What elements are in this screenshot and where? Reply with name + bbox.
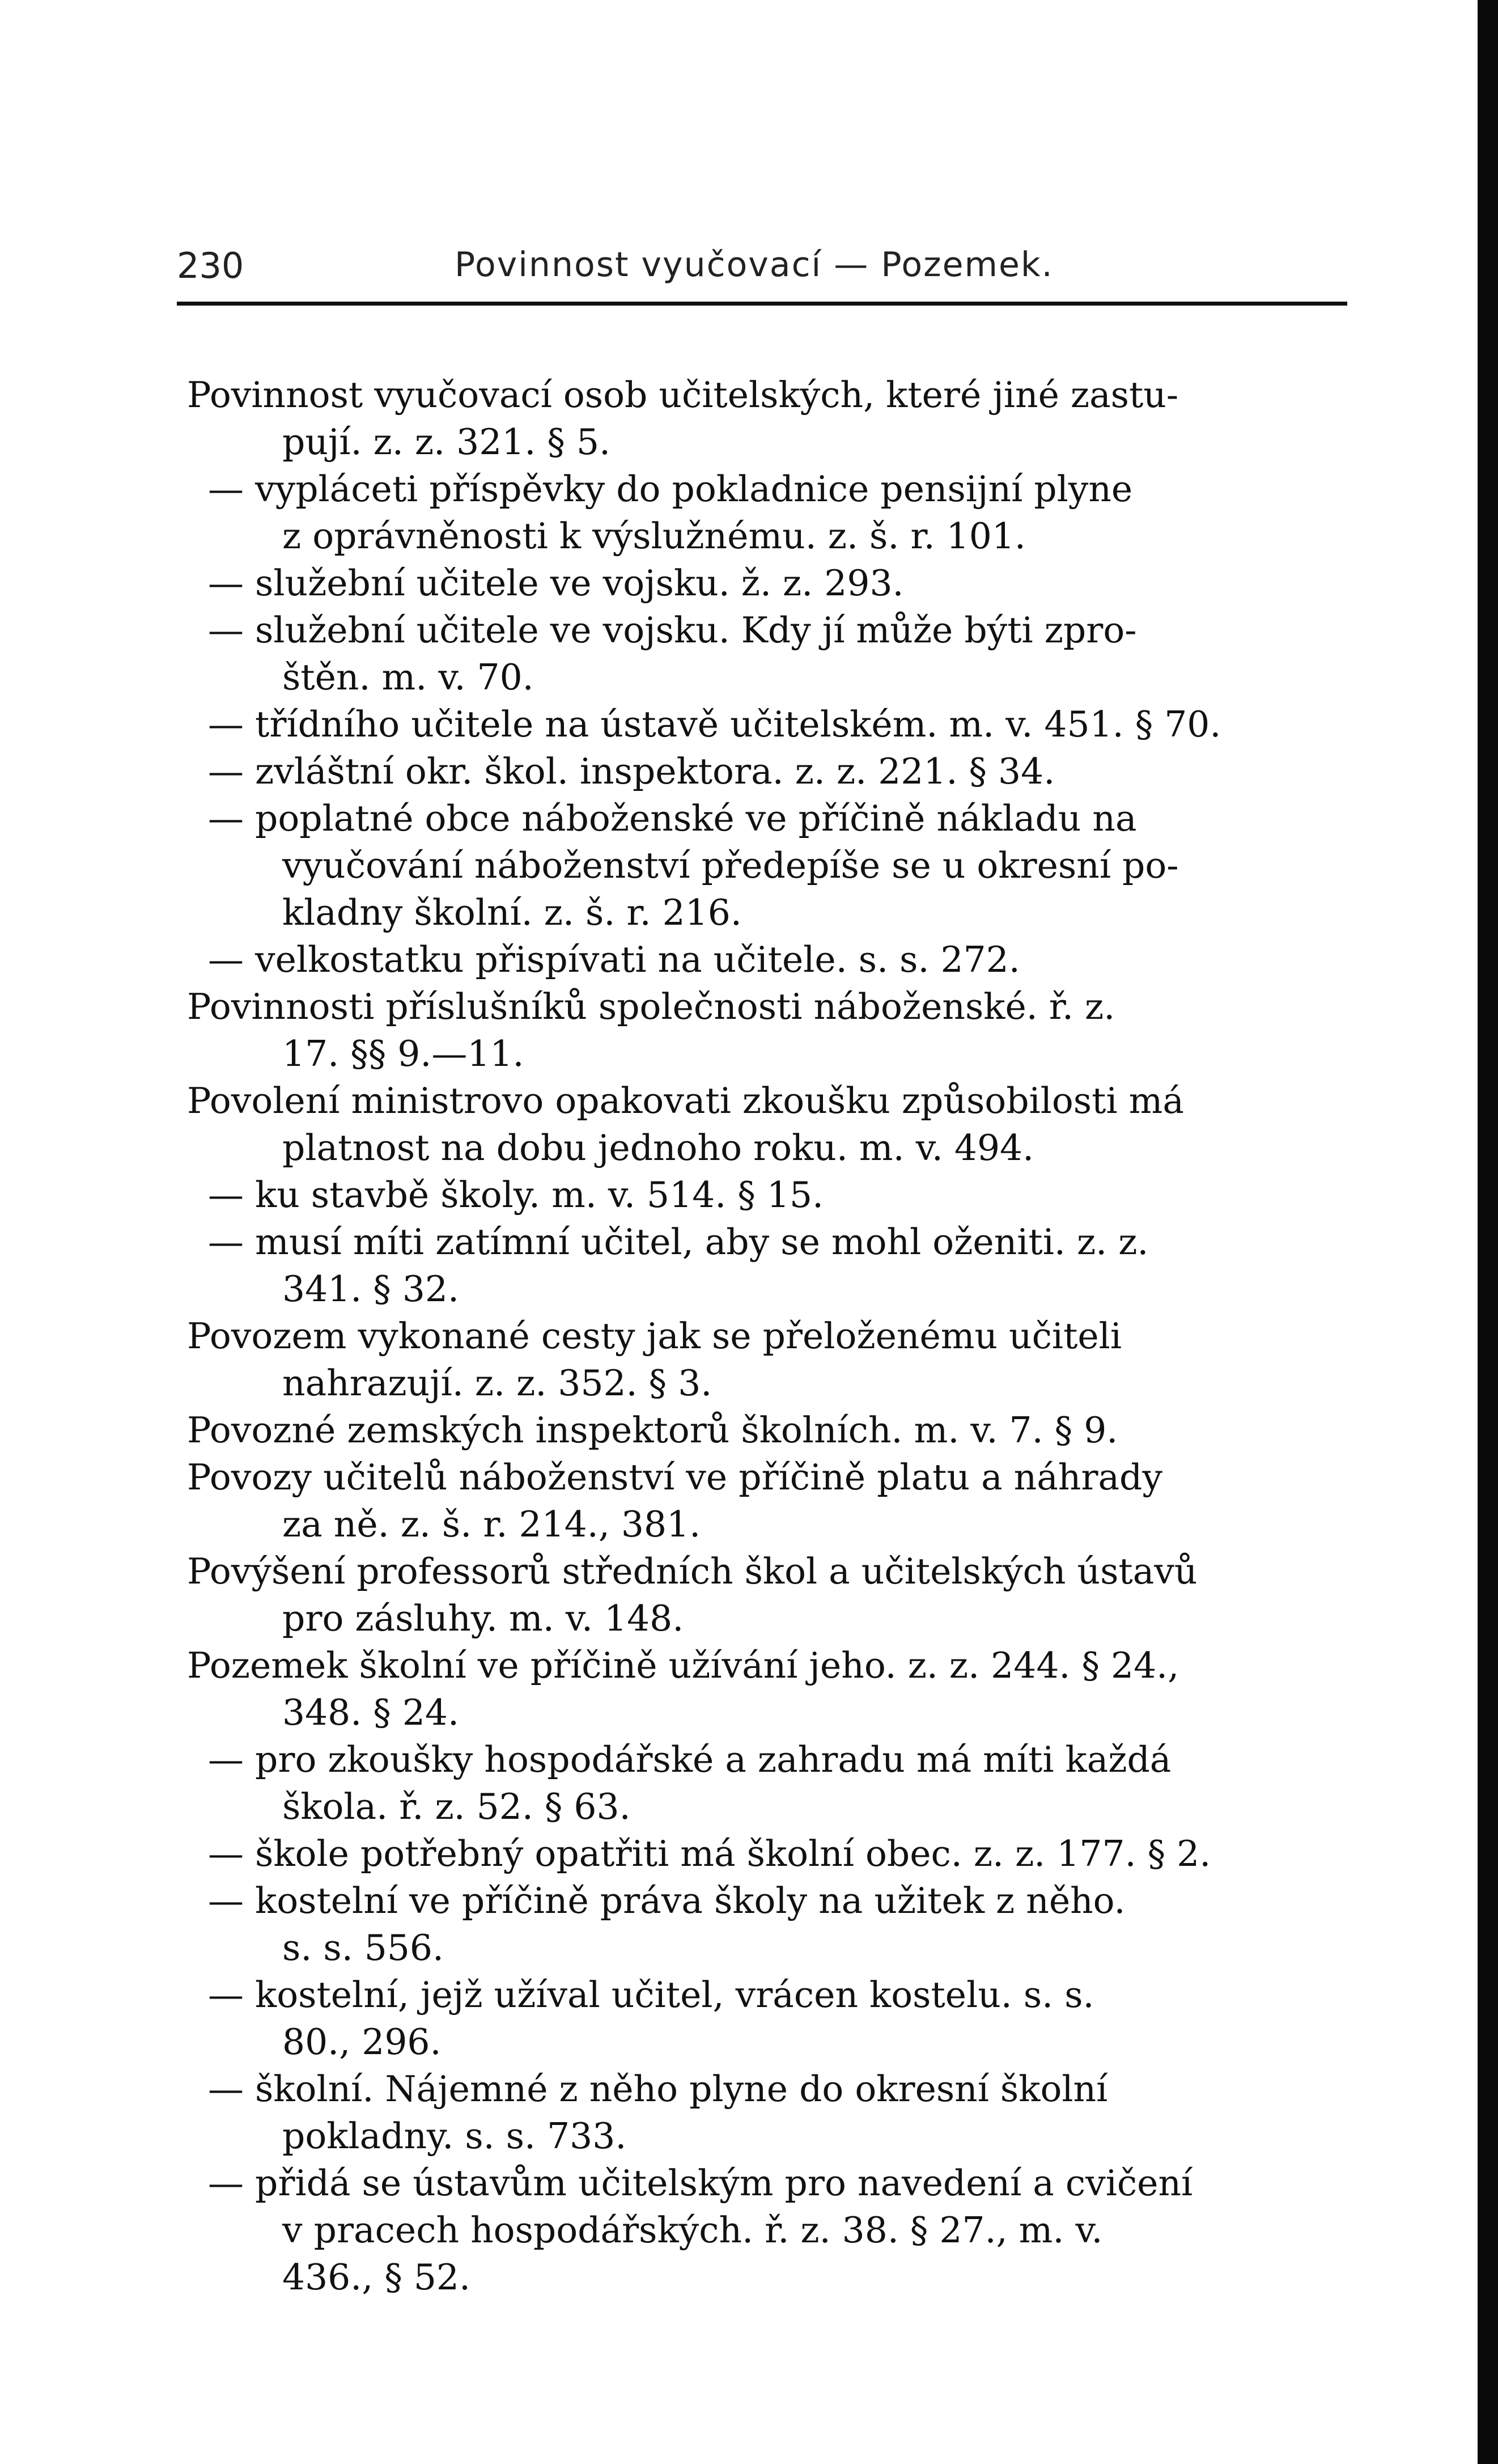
index-subentry-line: — musí míti zatímní učitel, aby se mohl oženiti. z. z. bbox=[208, 1221, 1149, 1263]
index-continuation-line: vyučování náboženství předepíše se u okresní po- bbox=[282, 845, 1179, 886]
index-subentry-line: — zvláštní okr. škol. inspektora. z. z. 221. § 34. bbox=[208, 751, 1055, 792]
index-entry-headword-line: Povozné zemských inspektorů školních. m. v. 7. § 9. bbox=[187, 1409, 1118, 1451]
index-subentry-line: — poplatné obce náboženské ve příčině nákladu na bbox=[208, 798, 1137, 839]
index-entry-headword-line: Povolení ministrovo opakovati zkoušku způsobilosti má bbox=[187, 1080, 1184, 1121]
index-entry-headword-line: Povozem vykonané cesty jak se přeloženému učiteli bbox=[187, 1315, 1122, 1357]
index-subentry-line: — ku stavbě školy. m. v. 514. § 15. bbox=[208, 1174, 824, 1216]
index-subentry-line: — kostelní ve příčině práva školy na užitek z něho. bbox=[208, 1880, 1126, 1921]
page-edge-shadow bbox=[1478, 0, 1498, 2464]
index-continuation-line: pují. z. z. 321. § 5. bbox=[282, 421, 611, 463]
page-header bbox=[177, 245, 1347, 302]
index-entry-headword-line: Pozemek školní ve příčině užívání jeho. z. z. 244. § 24., bbox=[187, 1645, 1179, 1686]
index-continuation-line: 341. § 32. bbox=[282, 1268, 460, 1310]
index-subentry-line: — kostelní, jejž užíval učitel, vrácen kostelu. s. s. bbox=[208, 1974, 1094, 2016]
page-number: 230 bbox=[177, 245, 244, 286]
index-continuation-line: s. s. 556. bbox=[282, 1927, 444, 1968]
index-continuation-line: pokladny. s. s. 733. bbox=[282, 2115, 627, 2157]
index-continuation-line: platnost na dobu jednoho roku. m. v. 494. bbox=[282, 1127, 1034, 1169]
index-continuation-line: štěn. m. v. 70. bbox=[282, 657, 534, 698]
index-continuation-line: za ně. z. š. r. 214., 381. bbox=[282, 1504, 701, 1545]
index-continuation-line: kladny školní. z. š. r. 216. bbox=[282, 892, 742, 933]
index-entry-headword-line: Povinnosti příslušníků společnosti náboženské. ř. z. bbox=[187, 986, 1115, 1027]
index-entry-headword-line: Povinnost vyučovací osob učitelských, které jiné zastu- bbox=[187, 374, 1179, 416]
index-subentry-line: — přidá se ústavům učitelským pro navedení a cvičení bbox=[208, 2162, 1193, 2204]
index-continuation-line: škola. ř. z. 52. § 63. bbox=[282, 1786, 631, 1827]
index-subentry-line: — služební učitele ve vojsku. Kdy jí může býti zpro- bbox=[208, 609, 1137, 651]
index-subentry-line: — škole potřebný opatřiti má školní obec. z. z. 177. § 2. bbox=[208, 1833, 1211, 1874]
index-continuation-line: 348. § 24. bbox=[282, 1692, 460, 1733]
index-continuation-line: v pracech hospodářských. ř. z. 38. § 27., m. v. bbox=[282, 2209, 1103, 2251]
running-title: Povinnost vyučovací — Pozemek. bbox=[455, 245, 1054, 285]
index-continuation-line: nahrazují. z. z. 352. § 3. bbox=[282, 1362, 712, 1404]
index-entry-headword-line: Povozy učitelů náboženství ve příčině platu a náhrady bbox=[187, 1457, 1162, 1498]
index-subentry-line: — vypláceti příspěvky do pokladnice pensijní plyne bbox=[208, 468, 1133, 510]
index-subentry-line: — školní. Nájemné z něho plyne do okresní školní bbox=[208, 2068, 1108, 2110]
index-continuation-line: 436., § 52. bbox=[282, 2256, 471, 2298]
index-subentry-line: — služební učitele ve vojsku. ž. z. 293. bbox=[208, 562, 904, 604]
index-subentry-line: — velkostatku přispívati na učitele. s. s. 272. bbox=[208, 939, 1020, 980]
index-continuation-line: z oprávněnosti k výslužnému. z. š. r. 101. bbox=[282, 515, 1026, 557]
index-continuation-line: 80., 296. bbox=[282, 2021, 442, 2063]
index-entry-headword-line: Povýšení professorů středních škol a učitelských ústavů bbox=[187, 1551, 1198, 1592]
index-continuation-line: 17. §§ 9.—11. bbox=[282, 1033, 524, 1074]
header-rule bbox=[177, 302, 1347, 306]
index-continuation-line: pro zásluhy. m. v. 148. bbox=[282, 1598, 684, 1639]
index-entries bbox=[187, 371, 1366, 2301]
index-subentry-line: — pro zkoušky hospodářské a zahradu má míti každá bbox=[208, 1739, 1172, 1780]
index-subentry-line: — třídního učitele na ústavě učitelském. m. v. 451. § 70. bbox=[208, 704, 1221, 745]
